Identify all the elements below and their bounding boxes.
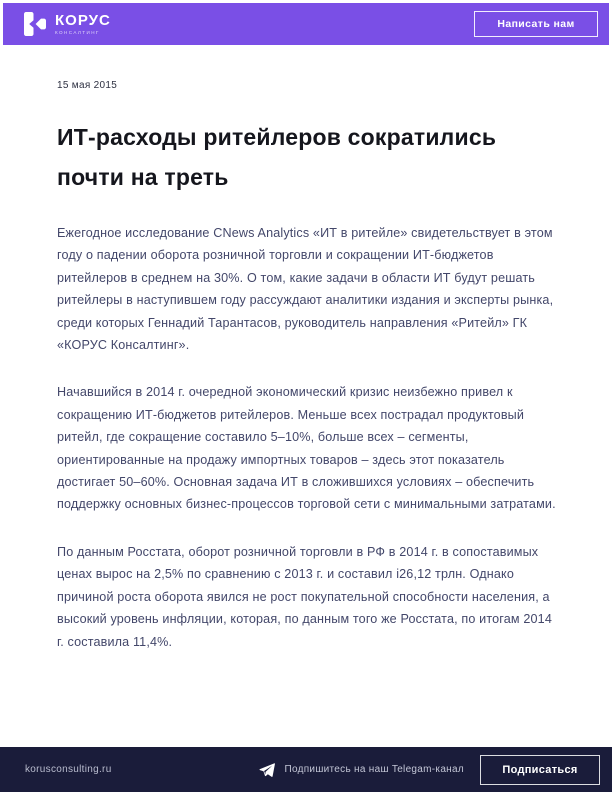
article-paragraph: Начавшийся в 2014 г. очередной экономический кризис неизбежно привел к сокращению ИТ-бюджетов ритейлеров. Меньше всех пострадал продуктовый ритейл, где сокращение составило 5–10%, больше всех – сегменты, ориентированные на продажу импортных товаров – здесь этот показатель достигает 50–60%. Основная задача ИТ в сложившихся условиях – обеспечить поддержку основных бизнес-процессов торговой сети с минимальными затратами. (57, 385, 556, 512)
article-paragraph: Ежегодное исследование CNews Analytics «ИТ в ритейле» свидетельствует в этом году о падении оборота розничной торговли и сокращении ИТ-бюджетов ритейлеров в среднем на 30%. О том, какие задачи в области ИТ будут решать ритейлеры в наступившем году рассуждают аналитики издания и эксперты рынка, среди которых Геннадий Тарантасов, руководитель направления «Ритейл» ГК «КОРУС Консалтинг». (57, 226, 554, 353)
top-header-bar (3, 3, 609, 45)
article-title: ИТ-расходы ритейлеров сократились почти на треть (57, 124, 497, 190)
korus-logo-icon (22, 11, 48, 37)
korus-logo[interactable] (22, 11, 111, 37)
publish-date: 15 мая 2015 (57, 80, 118, 91)
article-paragraph: По данным Росстата, оборот розничной торговли в РФ в 2014 г. в сопоставимых ценах вырос на 2,5% по сравнению с 2013 г. и составил i26,12 трлн. Однако причиной роста оборота явился не рост покупательной способности населения, а высокий уровень инфляции, которая, по данным того же Росстата, по итогам 2014 г. составила 11,4%. (57, 544, 552, 649)
korus-logo-text (55, 13, 111, 36)
telegram-icon (259, 763, 275, 777)
article-content (57, 45, 557, 653)
logo-title: КОРУС (55, 11, 111, 29)
subscribe-button[interactable]: Подписаться (480, 755, 600, 785)
footer-bar (0, 747, 612, 792)
logo-subtitle: КОНСАЛТИНГ (55, 29, 100, 35)
telegram-prompt-text: Подпишитесь на наш Telegam-канал (284, 764, 464, 775)
telegram-prompt-group (259, 763, 464, 777)
contact-us-button[interactable]: Написать нам (474, 11, 598, 37)
site-url-link[interactable]: korusconsulting.ru (25, 764, 112, 775)
